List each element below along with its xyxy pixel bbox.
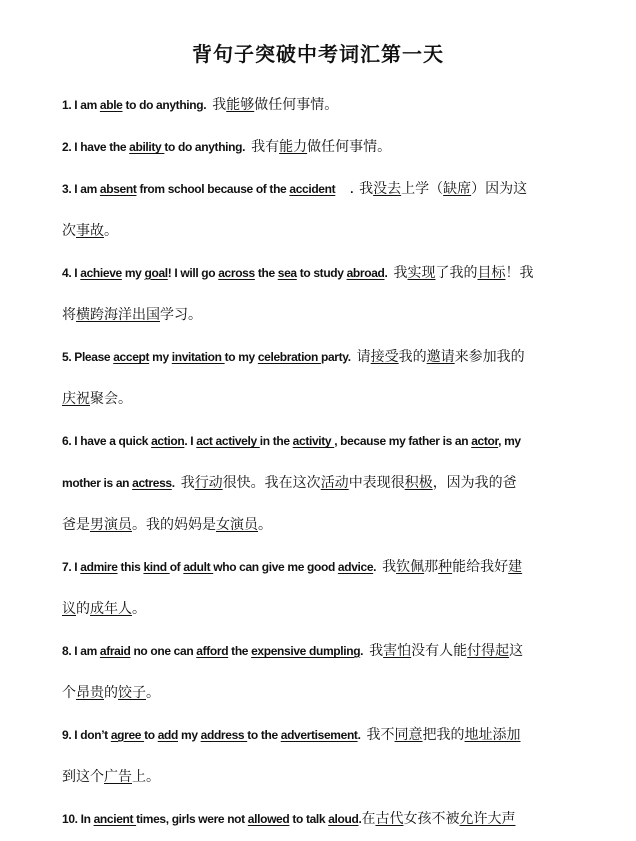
page-title: 背句子突破中考词汇第一天 <box>192 42 444 66</box>
english-text: 4. I <box>62 266 81 280</box>
english-text: to my <box>224 350 258 364</box>
chinese-text: 学习。 <box>160 307 202 323</box>
underlined-vocab-word: 男演员 <box>90 517 132 533</box>
english-text: . <box>360 644 370 658</box>
sentence-line <box>62 420 592 462</box>
sentence-line <box>62 546 592 588</box>
underlined-vocab-word: 事故 <box>76 223 104 239</box>
english-text: to study <box>296 266 347 280</box>
underlined-vocab-word: sea <box>277 266 297 280</box>
english-text: the <box>228 644 252 658</box>
chinese-text: 这 <box>509 643 524 659</box>
underlined-vocab-word: expensive dumpling <box>251 644 361 658</box>
english-text: in the <box>259 434 293 448</box>
chinese-text: 来参加我的 <box>454 349 525 365</box>
underlined-vocab-word: 横跨海洋出国 <box>76 307 160 323</box>
underlined-vocab-word: admire <box>80 560 118 574</box>
sentence-line <box>62 714 592 756</box>
english-text: . <box>358 812 362 826</box>
underlined-vocab-word: advice <box>337 560 374 574</box>
chinese-text: 的 <box>104 685 118 701</box>
underlined-vocab-word: 种 <box>438 559 453 575</box>
underlined-vocab-word: abroad <box>346 266 385 280</box>
english-text: . I <box>184 434 197 448</box>
underlined-vocab-word: 议 <box>62 601 76 617</box>
underlined-vocab-word: kind <box>143 560 170 574</box>
underlined-vocab-word: address <box>200 728 248 742</box>
sentence-line <box>62 126 592 168</box>
english-text: 2. I have the <box>62 140 130 154</box>
english-text: , my <box>498 434 521 448</box>
chinese-text: 做任何事情。 <box>307 139 392 155</box>
underlined-vocab-word: 目标 <box>477 265 506 281</box>
chinese-text: 我不 <box>366 727 395 743</box>
chinese-text: 中表现很 <box>348 475 405 491</box>
chinese-text: 了我的 <box>435 265 478 281</box>
underlined-vocab-word: 活动 <box>320 475 349 491</box>
underlined-vocab-word: absent <box>99 182 137 196</box>
underlined-vocab-word: 害怕 <box>383 643 412 659</box>
chinese-text: 次 <box>62 223 76 239</box>
sentence-line <box>62 210 592 252</box>
sentence-item-8 <box>62 630 592 714</box>
sentence-item-4 <box>62 252 592 336</box>
sentence-line <box>62 294 592 336</box>
chinese-text: 上学（ <box>401 181 444 197</box>
sentence-line <box>62 378 592 420</box>
underlined-vocab-word: action <box>151 434 185 448</box>
underlined-vocab-word: 钦佩 <box>396 559 425 575</box>
english-text: , because my father is an <box>334 434 472 448</box>
english-text: . <box>171 476 181 490</box>
chinese-text: 。 <box>146 685 160 701</box>
underlined-vocab-word: actress <box>132 476 172 490</box>
underlined-vocab-word: 饺子 <box>118 685 146 701</box>
english-text: my <box>121 266 145 280</box>
english-text: times, girls were not <box>136 812 248 826</box>
sentence-line <box>62 798 592 840</box>
underlined-vocab-word: 地址添加 <box>464 727 521 743</box>
underlined-vocab-word: activity <box>292 434 335 448</box>
sentence-item-2 <box>62 126 592 168</box>
underlined-vocab-word: 昂贵 <box>76 685 104 701</box>
underlined-vocab-word: aloud <box>328 812 359 826</box>
chinese-text: 。 <box>258 517 272 533</box>
chinese-text: 聚会。 <box>90 391 132 407</box>
chinese-text: 将 <box>62 307 76 323</box>
chinese-text: 个 <box>62 685 76 701</box>
underlined-vocab-word: add <box>157 728 179 742</box>
chinese-text: 的 <box>76 601 90 617</box>
chinese-text: 我 <box>393 265 408 281</box>
sentence-line <box>62 252 592 294</box>
english-text: 5. Please <box>62 350 114 364</box>
sentence-item-3 <box>62 168 592 252</box>
underlined-vocab-word: 能力 <box>279 139 308 155</box>
chinese-text: 我有 <box>251 139 280 155</box>
chinese-text: 那 <box>424 559 439 575</box>
english-text: 8. I am <box>62 644 100 658</box>
sentence-line <box>62 168 592 210</box>
chinese-text: ）因为这 <box>471 181 528 197</box>
english-text: 6. I have a quick <box>62 434 152 448</box>
chinese-text: 我 <box>369 643 384 659</box>
underlined-vocab-word: accident <box>289 182 336 196</box>
sentence-line <box>62 504 592 546</box>
chinese-text: 我 <box>212 97 227 113</box>
underlined-vocab-word: invitation <box>171 350 225 364</box>
underlined-vocab-word: advertisement <box>280 728 358 742</box>
chinese-text: ！我 <box>505 265 534 281</box>
chinese-text: 我 <box>359 181 374 197</box>
underlined-vocab-word: achieve <box>80 266 122 280</box>
english-text: from school because of the <box>136 182 290 196</box>
english-text: 7. I <box>62 560 81 574</box>
sentence-line <box>62 630 592 672</box>
english-text: mother is an <box>62 476 133 490</box>
chinese-text: 做任何事情。 <box>254 97 339 113</box>
underlined-vocab-word: act actively <box>196 434 260 448</box>
english-text: party. <box>321 350 357 364</box>
underlined-vocab-word: 能够 <box>226 97 255 113</box>
sentence-item-1 <box>62 84 592 126</box>
underlined-vocab-word: 允许大声 <box>459 811 516 827</box>
english-text: this <box>117 560 144 574</box>
english-text: who can give me good <box>213 560 338 574</box>
english-text: my <box>149 350 172 364</box>
english-text: to do anything. <box>122 98 213 112</box>
underlined-vocab-word: 积极 <box>404 475 433 491</box>
english-text: ! I will go <box>167 266 219 280</box>
underlined-vocab-word: goal <box>144 266 168 280</box>
underlined-vocab-word: agree <box>110 728 145 742</box>
chinese-text: 。 <box>104 223 118 239</box>
english-text: 10. In <box>62 812 94 826</box>
english-text: 3. I am <box>62 182 100 196</box>
underlined-vocab-word: 没去 <box>373 181 402 197</box>
english-text: . <box>373 560 383 574</box>
sentence-line <box>62 462 592 504</box>
underlined-vocab-word: afraid <box>99 644 131 658</box>
chinese-text: 我 <box>382 559 397 575</box>
underlined-vocab-word: 行动 <box>194 475 223 491</box>
underlined-vocab-word: ancient <box>93 812 137 826</box>
english-text: to the <box>247 728 281 742</box>
underlined-vocab-word: adult <box>183 560 214 574</box>
underlined-vocab-word: accept <box>113 350 150 364</box>
underlined-vocab-word: 建 <box>508 559 523 575</box>
underlined-vocab-word: actor <box>471 434 499 448</box>
sentence-item-7 <box>62 546 592 630</box>
chinese-text: 。 <box>132 601 146 617</box>
english-text: 1. I am <box>62 98 100 112</box>
underlined-vocab-word: 同意 <box>394 727 423 743</box>
chinese-text: ，因为我的爸 <box>432 475 517 491</box>
english-text: . <box>357 728 367 742</box>
sentence-line <box>62 336 592 378</box>
underlined-vocab-word: afford <box>196 644 229 658</box>
underlined-vocab-word: allowed <box>247 812 290 826</box>
chinese-text: 。我的妈妈是 <box>132 517 216 533</box>
sentence-line <box>62 84 592 126</box>
english-text: to <box>144 728 158 742</box>
sentence-item-5 <box>62 336 592 420</box>
underlined-vocab-word: ability <box>129 140 165 154</box>
english-text: of <box>169 560 184 574</box>
chinese-text: 请 <box>356 349 371 365</box>
english-text: to do anything. <box>164 140 252 154</box>
underlined-vocab-word: 女演员 <box>216 517 258 533</box>
underlined-vocab-word: 古代 <box>375 811 404 827</box>
sentence-item-6 <box>62 420 592 546</box>
english-text: . <box>384 266 394 280</box>
english-text: 9. I don’t <box>62 728 111 742</box>
underlined-vocab-word: 成年人 <box>90 601 132 617</box>
sentence-item-10 <box>62 798 592 840</box>
english-text: to talk <box>289 812 329 826</box>
underlined-vocab-word: across <box>218 266 255 280</box>
chinese-text: 能给我好 <box>452 559 509 575</box>
sentence-line <box>62 588 592 630</box>
underlined-vocab-word: 邀请 <box>426 349 455 365</box>
underlined-vocab-word: able <box>99 98 123 112</box>
sentence-item-9 <box>62 714 592 798</box>
chinese-text: 我的 <box>398 349 427 365</box>
underlined-vocab-word: celebration <box>257 350 321 364</box>
underlined-vocab-word: 实现 <box>407 265 436 281</box>
chinese-text: 没有人能 <box>411 643 468 659</box>
sentence-line <box>62 672 592 714</box>
chinese-text: 到这个 <box>62 769 104 785</box>
underlined-vocab-word: 广告 <box>104 769 132 785</box>
chinese-text: 女孩不被 <box>403 811 460 827</box>
underlined-vocab-word: 缺席 <box>443 181 472 197</box>
chinese-text: 很快。我在这次 <box>222 475 321 491</box>
underlined-vocab-word: 付得起 <box>467 643 510 659</box>
chinese-text: 上。 <box>132 769 160 785</box>
chinese-text: 把我的 <box>422 727 465 743</box>
english-text: my <box>178 728 201 742</box>
chinese-text: 在 <box>361 811 376 827</box>
english-text: the <box>254 266 278 280</box>
chinese-text: 我 <box>180 475 195 491</box>
english-text: . <box>335 182 360 196</box>
sentence-line <box>62 756 592 798</box>
english-text: no one can <box>130 644 197 658</box>
underlined-vocab-word: 庆祝 <box>62 391 90 407</box>
chinese-text: 爸是 <box>62 517 90 533</box>
underlined-vocab-word: 接受 <box>370 349 399 365</box>
